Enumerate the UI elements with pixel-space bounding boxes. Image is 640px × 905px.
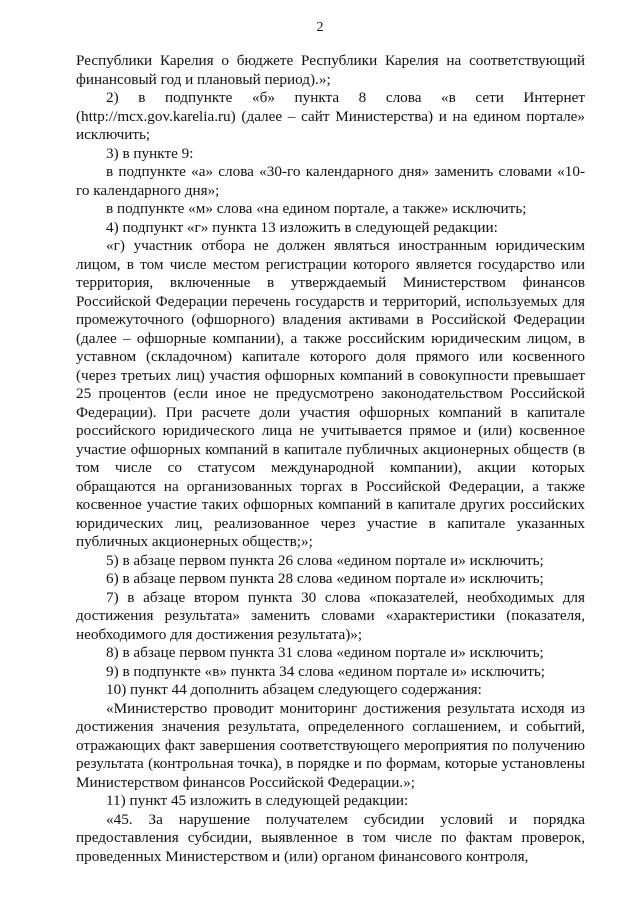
paragraph-13: 10) пункт 44 дополнить абзацем следующего содержания: bbox=[106, 681, 482, 698]
paragraph-11: 8) в абзаце первом пункта 31 слова «едином портале и» исключить; bbox=[106, 644, 544, 661]
paragraph-7: «г) участник отбора не должен являться иностранным юридическим лицом, в том числе местом регистрации которого является государство или территория, включенные в утверждаемый Министерством финансов Российской Федерации перечень государств и территорий, используемых для промежуточного (офшорного) владения активами в Российской Федерации (далее – офшорные компании), а также российским юридическим лицом, в уставном (складочном) капитале которого доля прямого или косвенного (через третьих лиц) участия офшорных компаний в совокупности превышает 25 процентов (если иное не предусмотрено законодательством Российской Федерации). При расчете доли участия офшорных компаний в капитале российского юридического лица не учитывается прямое и (или) косвенное участие офшорных компаний в капитале публичных акционерных обществ (в том числе со статусом международной компании), акции которых обращаются на организованных торгах в Российской Федерации, а также косвенное участие таких офшорных компаний в капитале других российских юридических лиц, реализованное через участие в капитале указанных публичных акционерных обществ;»; bbox=[76, 237, 585, 550]
paragraph-14: «Министерство проводит мониторинг достижения результата исходя из достижения значения результата, определенного соглашением, и событий, отражающих факт завершения соответствующего мероприятия по получению результата (контрольная точка), в порядке и по формам, которые установлены Министерством финансов Российской Федерации.»; bbox=[76, 699, 585, 791]
paragraph-1: Республики Карелия о бюджете Республики Карелия на соответствующий финансовый год и плановый период).»; bbox=[76, 52, 585, 88]
paragraph-8: 5) в абзаце первом пункта 26 слова «едином портале и» исключить; bbox=[106, 551, 544, 569]
paragraph-4: в подпункте «а» слова «30-го календарного дня» заменить словами «10-го календарного дня»; bbox=[76, 163, 585, 199]
paragraph-3: 3) в пункте 9: bbox=[106, 144, 194, 162]
paragraph-10: 7) в абзаце втором пункта 30 слова «показателей, необходимых для достижения результата» заменить словами «характеристики (показателя, необходимого для достижения результата)»; bbox=[76, 588, 585, 643]
paragraph-12: 9) в подпункте «в» пункта 34 слова «едином портале и» исключить; bbox=[106, 662, 545, 680]
document-body bbox=[76, 52, 585, 866]
paragraph-16: «45. За нарушение получателем субсидии условий и порядка предоставления субсидии, выявленное в том числе по фактам проверок, проведенных Министерством и (или) органом финансового контроля, bbox=[76, 810, 585, 865]
paragraph-15: 11) пункт 45 изложить в следующей редакции: bbox=[106, 792, 409, 809]
paragraph-2: 2) в подпункте «б» пункта 8 слова «в сети Интернет (http://mcx.gov.karelia.ru) (далее – сайт Министерства) и на едином портале» исключить; bbox=[76, 89, 585, 143]
paragraph-6: 4) подпункт «г» пункта 13 изложить в следующей редакции: bbox=[106, 218, 498, 236]
paragraph-5: в подпункте «м» слова «на едином портале, а также» исключить; bbox=[106, 200, 527, 217]
page-number: 2 bbox=[316, 20, 324, 35]
paragraph-9: 6) в абзаце первом пункта 28 слова «едином портале и» исключить; bbox=[106, 570, 544, 587]
